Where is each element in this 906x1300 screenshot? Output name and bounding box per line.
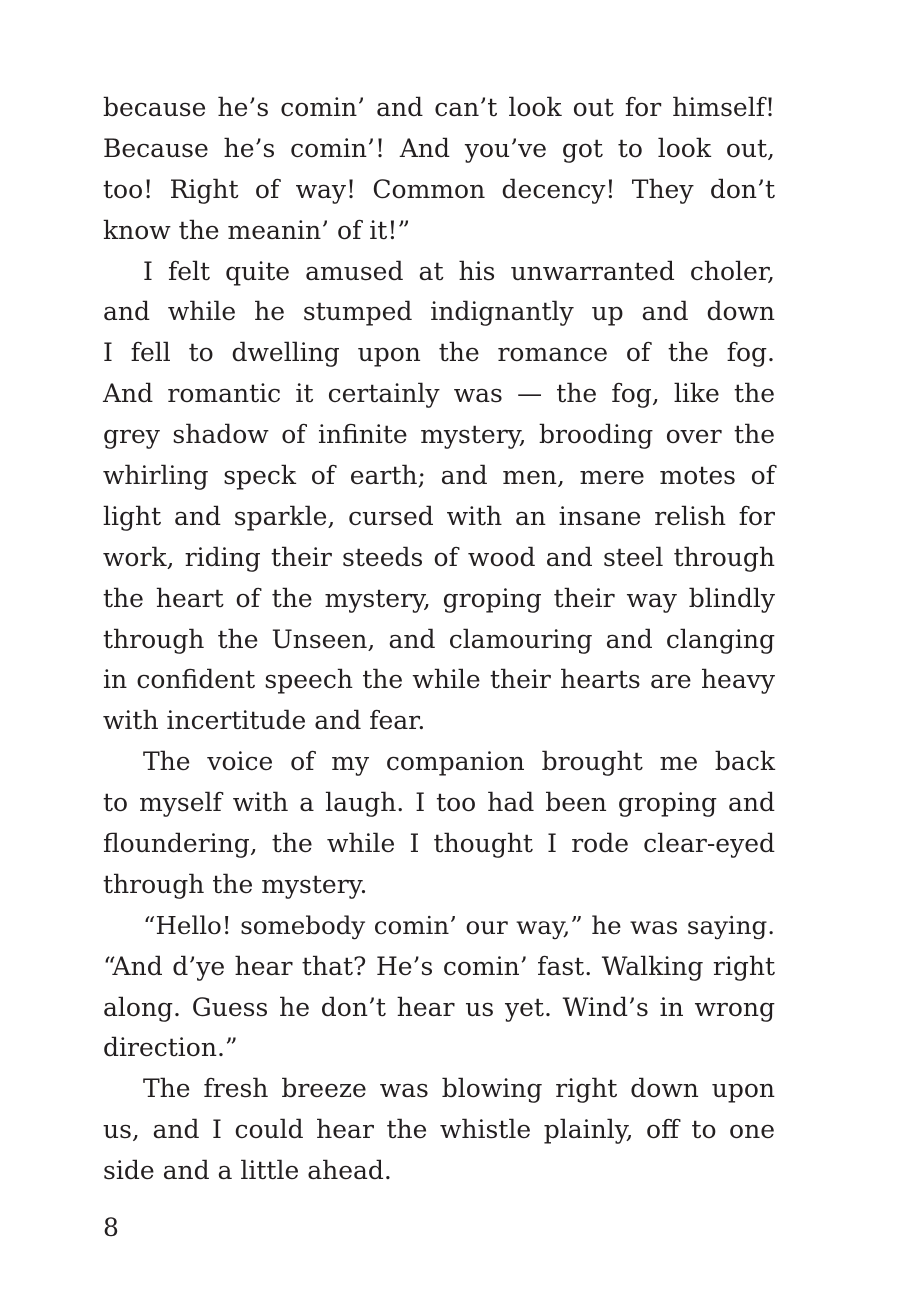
text-line: work, riding their steeds of wood and steel through bbox=[103, 542, 775, 572]
paragraph bbox=[103, 88, 775, 252]
text-line: side and a little ahead. bbox=[103, 1156, 392, 1186]
paragraph bbox=[103, 906, 775, 1070]
text-line: I fell to dwelling upon the romance of the fog. bbox=[103, 338, 775, 368]
paragraph bbox=[103, 742, 775, 906]
text-line: through the Unseen, and clamouring and clanging bbox=[103, 624, 775, 654]
text-line: know the meanin’ of it!” bbox=[103, 215, 411, 245]
text-line: “And d’ye hear that? He’s comin’ fast. Walking right bbox=[103, 951, 775, 981]
text-line: And romantic it certainly was — the fog, like the bbox=[103, 379, 775, 409]
text-line: with incertitude and fear. bbox=[103, 706, 426, 736]
text-line: us, and I could hear the whistle plainly, off to one bbox=[103, 1115, 775, 1145]
page-number: 8 bbox=[103, 1213, 119, 1242]
text-line: Because he’s comin’! And you’ve got to look out, bbox=[103, 133, 775, 163]
paragraph bbox=[103, 252, 775, 743]
text-line: along. Guess he don’t hear us yet. Wind’s in wrong bbox=[103, 992, 775, 1022]
text-line: I felt quite amused at his unwarranted choler, bbox=[143, 256, 775, 286]
text-line: The voice of my companion brought me back bbox=[143, 747, 775, 777]
text-line: to myself with a laugh. I too had been groping and bbox=[103, 788, 775, 818]
text-line: through the mystery. bbox=[103, 869, 368, 899]
text-line: whirling speck of earth; and men, mere motes of bbox=[103, 461, 775, 491]
text-line: The fresh breeze was blowing right down upon bbox=[143, 1074, 775, 1104]
text-line: and while he stumped indignantly up and down bbox=[103, 297, 775, 327]
body-text bbox=[103, 88, 775, 1192]
text-line: because he’s comin’ and can’t look out for himself! bbox=[103, 93, 775, 122]
text-line: too! Right of way! Common decency! They don’t bbox=[103, 174, 775, 204]
text-line: “Hello! somebody comin’ our way,” he was saying. bbox=[143, 910, 775, 940]
text-line: floundering, the while I thought I rode clear-eyed bbox=[103, 829, 775, 859]
text-line: direction.” bbox=[103, 1033, 238, 1063]
text-line: light and sparkle, cursed with an insane relish for bbox=[103, 501, 775, 531]
text-line: in confident speech the while their hearts are heavy bbox=[103, 665, 775, 695]
text-line: grey shadow of infinite mystery, brooding over the bbox=[103, 420, 775, 450]
paragraph bbox=[103, 1069, 775, 1192]
text-line: the heart of the mystery, groping their way blindly bbox=[103, 583, 775, 613]
